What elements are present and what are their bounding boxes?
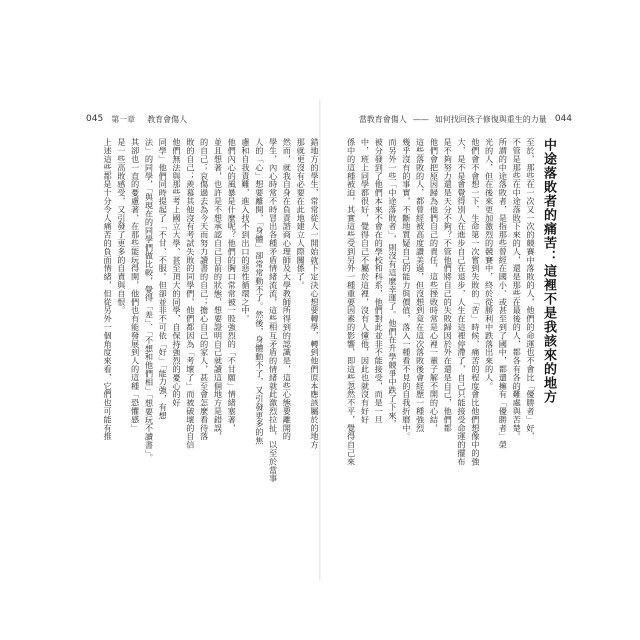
text-column: 法」的同學，「與現在的同學們做比較，覺得「差」、「不想和他們相」「想要玩不讀書」。	[144, 138, 155, 462]
section-heading: 中途落敗者的痛苦：這裡不是我該來的地方	[541, 138, 556, 404]
text-column: 那就更沒有必要在此地建立人際關係了。	[296, 138, 307, 290]
text-column: 敗的自己；羨慕其他沒有考試失敗的同學們，他們都因為「考壞了」而被破壞的自信	[185, 138, 196, 449]
text-column: 光的人，但在後來更加激烈的競賽中，終於從勝利中跌落出來的人。	[484, 138, 495, 390]
text-column: 大，是不是會覺得別人在進步自己在退步，人生在這裡停滯了，自己只能接受命運的擺布	[457, 138, 468, 466]
text-column: 他們無法與那些考上國立大學、甚至頂大的同學，自保持強烈的憂心的好	[172, 138, 183, 407]
text-column: 不管是那些在中途落敗下來的人，還是那些在最後的人，都各有各的難處與苦楚。	[512, 138, 523, 441]
text-column: 人的「心」想要離開，「身體」卻常常動不了。然後，身體動不了，又引發更多的焦	[254, 138, 265, 445]
text-column: 慮和自我責難，進入找不到出口的惡性循環之中。	[241, 138, 252, 323]
text-column: 所謂的中途落敗者，是指那些曾經在國小、或甚至到了國中，都還擁有「優勝者」榮	[498, 138, 509, 449]
text-column: 然而，就我自身在負責諮商心理師及大學教師所得到的認識是，這些心態要離開的	[282, 138, 293, 441]
text-column: 這些落敗的人，都曾經被高度讚美過，但沒想到竟在這次落敗後會經歷一種強烈	[415, 138, 426, 432]
text-column: 上述這些都是十分令人痛苦的負面情緒，但從另外一個角度來看，它們也可能有推	[103, 138, 114, 441]
text-column: 同學」他們同時提起了「不甘、不服。但卻並非不可依「好」「能力強，有想	[158, 138, 169, 420]
running-title: 當教育會傷人	[358, 114, 407, 124]
running-subtitle: 如何找回孩子修復與重生的力量	[434, 114, 547, 124]
left-page-body	[86, 138, 320, 558]
text-column: 係中的這種被迫，其實這些受到另外一種重要因素的影響，即這些忽然不平，覺得自己來	[346, 138, 357, 466]
text-column: 中，班上同學都很好，覺得自己不屬於這裡，沒有人懂他，因此也就沒有好好	[360, 138, 371, 424]
text-column: 的自己；哀傷過去為今天而努力讀書的自己；擔心自己的家人，甚至會怎麼看待落	[199, 138, 210, 441]
text-column: 其卻也一直的憂慮著，在那些能玩得開，他們也有能發展到人的這種「恐懼感」	[130, 138, 141, 432]
text-column: 幾乎沒有的事實，不斷地質疑自己的能力與價值，落入一種看不見的自我折磨中。	[401, 138, 412, 441]
text-column: 被分發到了他們本來不會在的學校和科系，他們對此並非不能接受，而是一旦	[374, 138, 385, 424]
text-column: 他們內心的風暴是什麼呢？他們的胸口常常被一股強烈的「不甘願」情緒塞著，	[227, 138, 238, 432]
right-page-body	[330, 138, 536, 558]
chapter-label: 第一章	[111, 114, 136, 124]
text-column: 他們會不會想一下，生命第一次嘗到失敗的「苦」時候，痛苦的程度會比他們想像中的強	[470, 138, 481, 466]
text-column: 而另外一些「中途落敗者」，則沒有這麼幸運了。他們在升學競爭中跌了下來，	[388, 138, 399, 428]
left-page-number: 045	[86, 114, 104, 124]
text-column: 學生，內心時常不時冒出各種矛盾情緒流流，這些相互矛盾的情緒就此激烈拉扯，以至於當事	[268, 138, 279, 483]
running-title-dash: ——	[412, 114, 429, 124]
text-column: 錯地方的學生，常常從人一開始就下定決心想要轉學，轉到他們原本應該屬於的地方	[310, 138, 320, 449]
text-column: 並且想著，也許是不想承認自己目前的狀態，想要證明自己就讀這個地方是錯誤，	[213, 138, 224, 441]
text-column: 是一些高敗感受，又引發了更多的自責與自恨。	[116, 138, 127, 315]
left-page-header	[86, 112, 187, 126]
text-column: 至於，那些在一次又一次的競賽中落敗的人，他們的命運也不會比「優勝者」好，	[526, 138, 536, 441]
text-column: 他們會把原因歸為他們自己的責任，這些挫敗時常是心裡一輩子解不開的心結，	[429, 138, 440, 432]
chapter-title: 教育會傷人	[147, 114, 188, 124]
right-page-header	[359, 112, 572, 126]
text-column: 是不夠努力還是天分不夠？不管他們將自己的失敗歸因於外在還是自己，他們都	[443, 138, 454, 432]
right-page-number: 044	[554, 114, 572, 124]
